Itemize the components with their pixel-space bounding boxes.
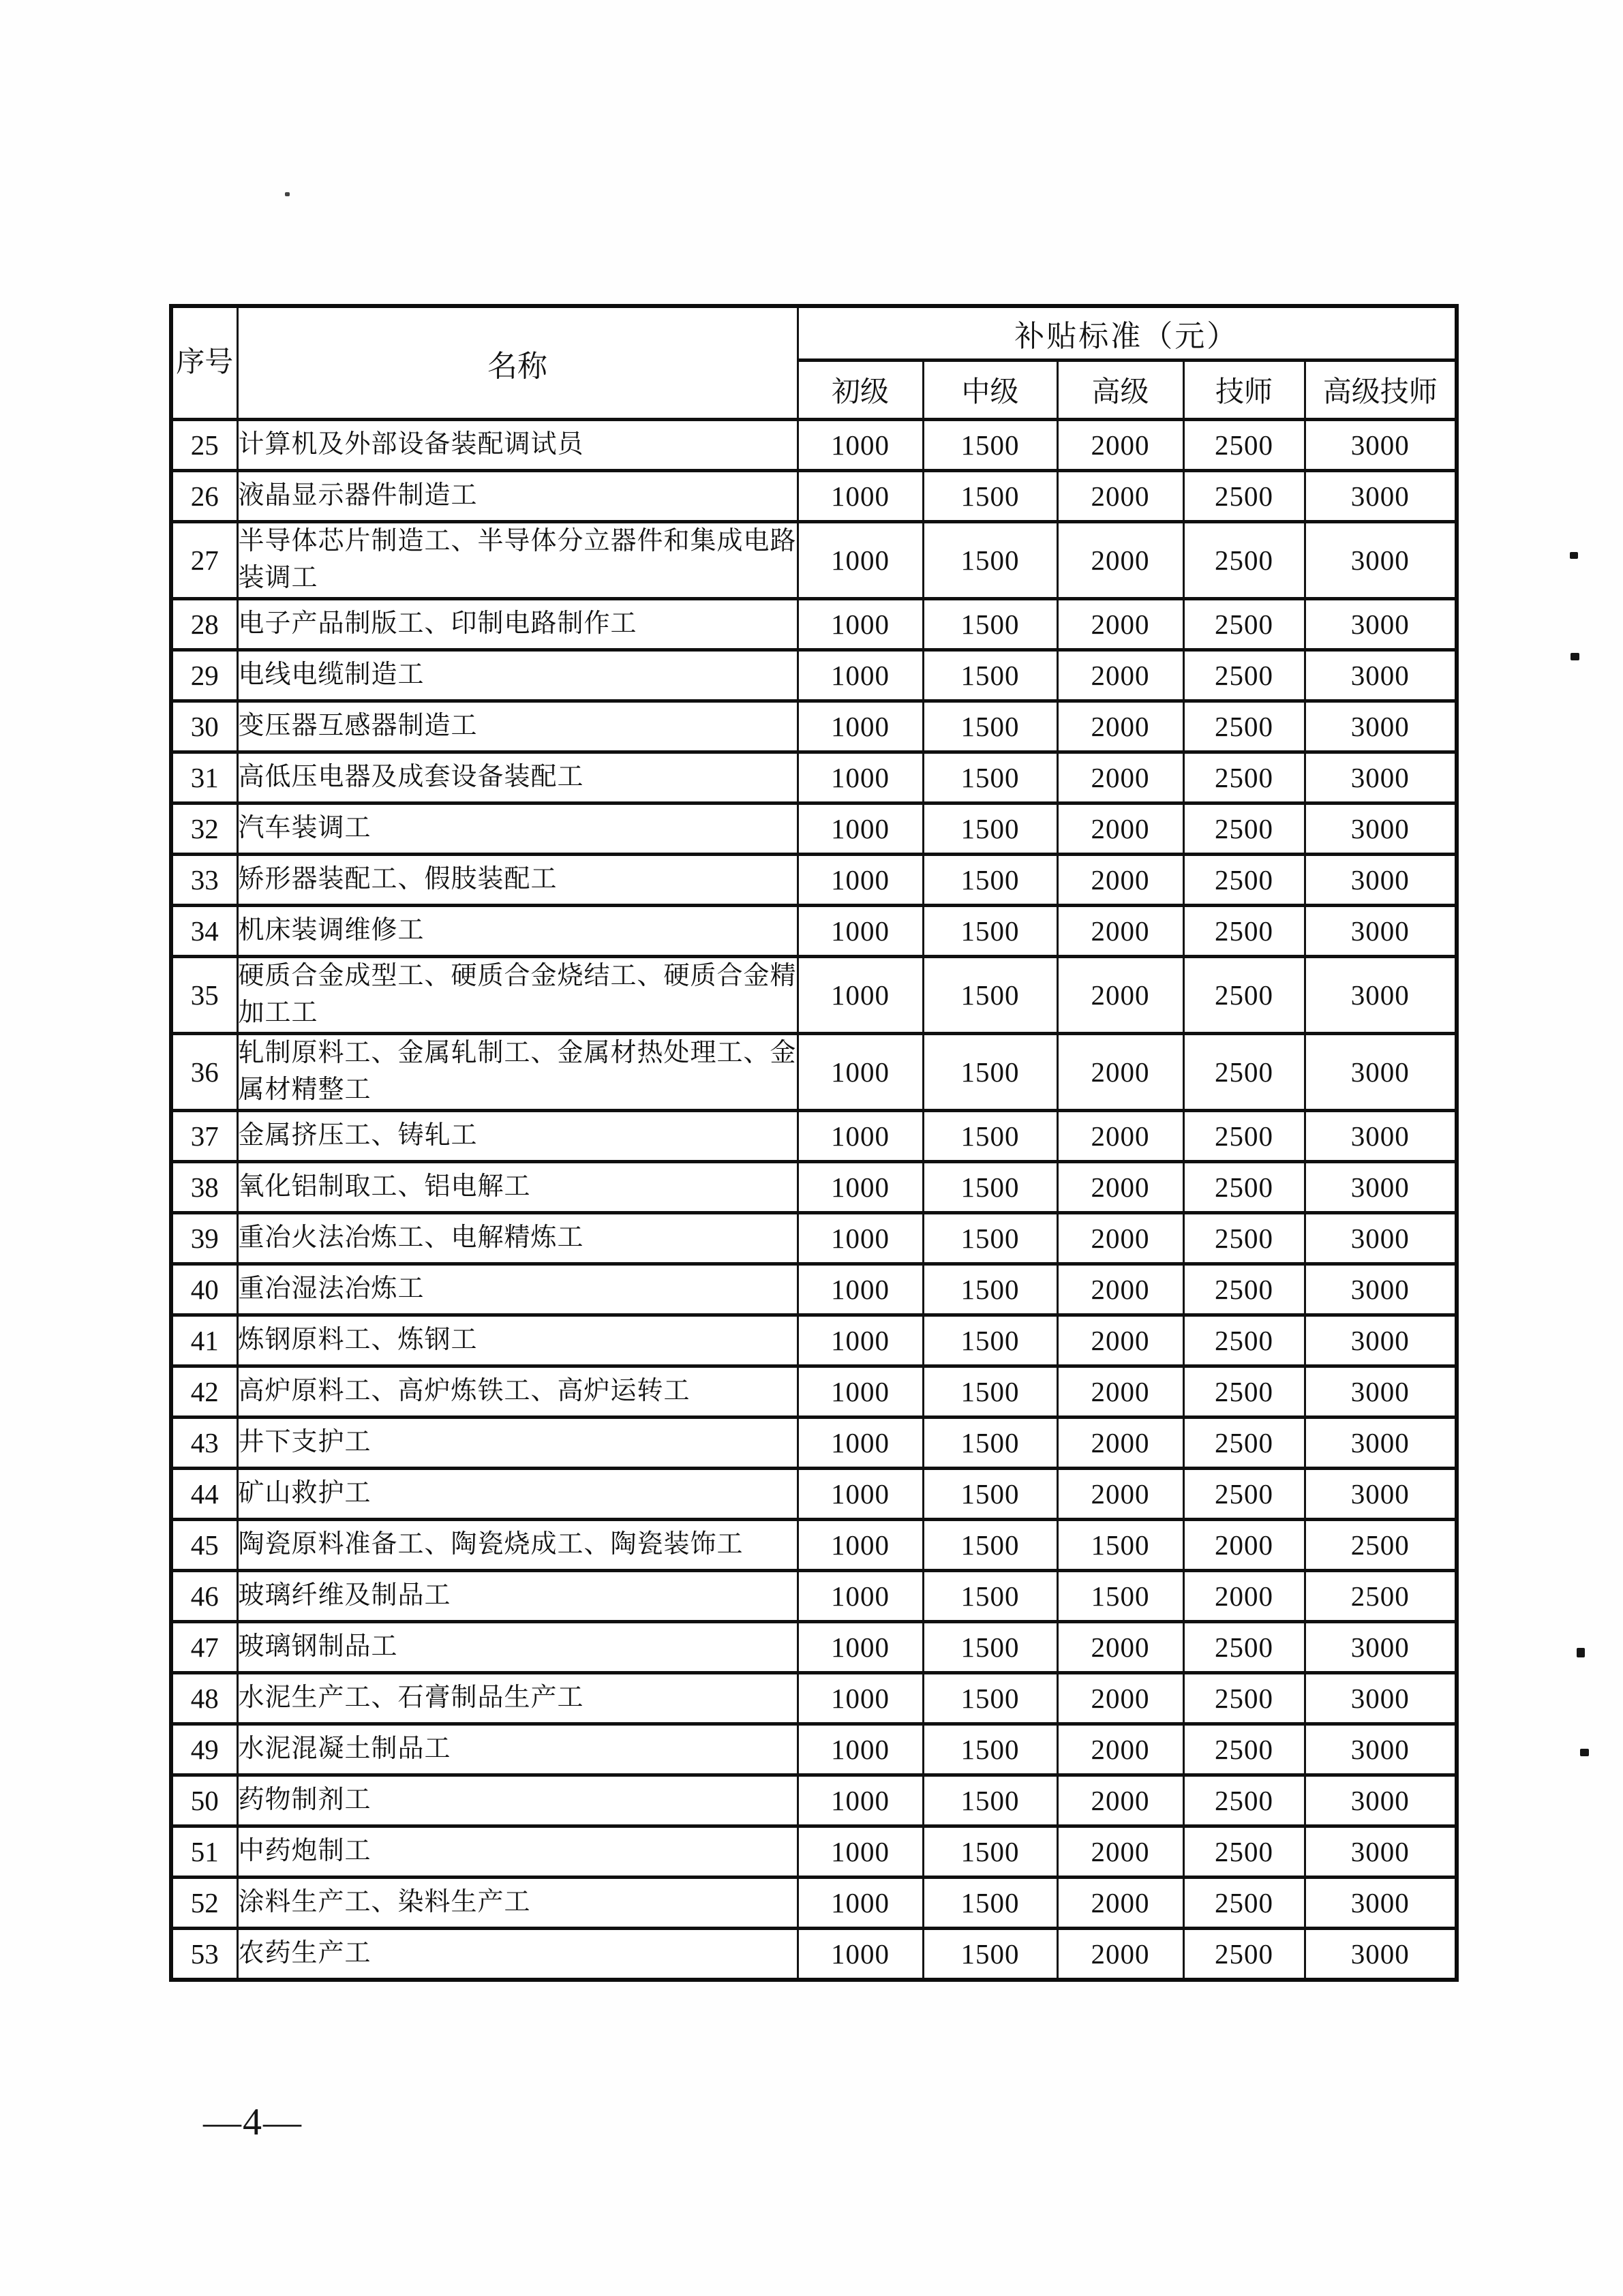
table-body [171, 420, 1457, 1980]
subsidy-value-cell: 1500 [923, 1033, 1057, 1110]
occupation-name-cell: 炼钢原料工、炼钢工 [237, 1315, 798, 1366]
row-number-cell: 30 [171, 701, 237, 752]
subsidy-value-cell: 2500 [1305, 1519, 1457, 1570]
occupation-name-cell: 液晶显示器件制造工 [237, 471, 798, 522]
subsidy-value-cell: 2000 [1057, 803, 1183, 854]
subsidy-value-cell: 1000 [798, 956, 923, 1033]
row-number-cell: 35 [171, 956, 237, 1033]
subsidy-value-cell: 3000 [1305, 471, 1457, 522]
scan-speck [1577, 1648, 1585, 1657]
occupation-name-cell: 半导体芯片制造工、半导体分立器件和集成电路装调工 [237, 522, 798, 599]
occupation-name-cell: 中药炮制工 [237, 1826, 798, 1877]
subsidy-value-cell: 3000 [1305, 1033, 1457, 1110]
row-number-cell: 43 [171, 1417, 237, 1468]
subsidy-value-cell: 1000 [798, 1212, 923, 1264]
subsidy-value-cell: 1500 [923, 1417, 1057, 1468]
subsidy-value-cell: 3000 [1305, 420, 1457, 471]
subsidy-value-cell: 2500 [1183, 1212, 1305, 1264]
occupation-name-cell: 陶瓷原料准备工、陶瓷烧成工、陶瓷装饰工 [237, 1519, 798, 1570]
subsidy-value-cell: 2500 [1183, 1724, 1305, 1775]
subsidy-value-cell: 1000 [798, 854, 923, 905]
table-row [171, 649, 1457, 701]
subsidy-value-cell: 1500 [923, 471, 1057, 522]
row-number-cell: 37 [171, 1110, 237, 1161]
subsidy-value-cell: 2500 [1183, 649, 1305, 701]
subsidy-value-cell: 3000 [1305, 752, 1457, 803]
occupation-name-cell: 变压器互感器制造工 [237, 701, 798, 752]
subsidy-value-cell: 1000 [798, 1826, 923, 1877]
subsidy-value-cell: 3000 [1305, 1161, 1457, 1212]
subsidy-value-cell: 1500 [923, 1826, 1057, 1877]
table-row [171, 1110, 1457, 1161]
row-number-cell: 39 [171, 1212, 237, 1264]
subsidy-value-cell: 1500 [923, 1366, 1057, 1417]
table-row [171, 471, 1457, 522]
row-number-cell: 49 [171, 1724, 237, 1775]
subsidy-value-cell: 1500 [923, 1264, 1057, 1315]
subsidy-value-cell: 1500 [1057, 1519, 1183, 1570]
subsidy-value-cell: 1500 [923, 598, 1057, 649]
occupation-name-cell: 井下支护工 [237, 1417, 798, 1468]
subsidy-value-cell: 2500 [1183, 1468, 1305, 1519]
table-row [171, 598, 1457, 649]
subsidy-value-cell: 2500 [1183, 854, 1305, 905]
row-number-cell: 40 [171, 1264, 237, 1315]
subsidy-value-cell: 1500 [923, 420, 1057, 471]
table-row [171, 1724, 1457, 1775]
subsidy-value-cell: 2500 [1183, 1672, 1305, 1724]
subsidy-value-cell: 2000 [1057, 1212, 1183, 1264]
subsidy-value-cell: 1500 [923, 701, 1057, 752]
row-number-cell: 27 [171, 522, 237, 599]
row-number-cell: 26 [171, 471, 237, 522]
occupation-name-cell: 电线电缆制造工 [237, 649, 798, 701]
occupation-name-cell: 氧化铝制取工、铝电解工 [237, 1161, 798, 1212]
subsidy-value-cell: 3000 [1305, 1366, 1457, 1417]
subsidy-value-cell: 1000 [798, 1417, 923, 1468]
subsidy-value-cell: 2500 [1183, 522, 1305, 599]
subsidy-value-cell: 2000 [1057, 854, 1183, 905]
header-level-intermediate: 中级 [923, 361, 1057, 420]
subsidy-value-cell: 2000 [1057, 471, 1183, 522]
subsidy-value-cell: 2500 [1183, 1928, 1305, 1980]
subsidy-value-cell: 1000 [798, 522, 923, 599]
row-number-cell: 38 [171, 1161, 237, 1212]
subsidy-value-cell: 2500 [1183, 1877, 1305, 1928]
subsidy-value-cell: 1000 [798, 1110, 923, 1161]
row-number-cell: 34 [171, 905, 237, 956]
subsidy-value-cell: 1500 [1057, 1570, 1183, 1621]
table-row [171, 1417, 1457, 1468]
subsidy-value-cell: 2500 [1183, 956, 1305, 1033]
subsidy-value-cell: 3000 [1305, 649, 1457, 701]
subsidy-value-cell: 1500 [923, 1315, 1057, 1366]
subsidy-value-cell: 1500 [923, 1110, 1057, 1161]
row-number-cell: 51 [171, 1826, 237, 1877]
subsidy-value-cell: 1000 [798, 1672, 923, 1724]
subsidy-value-cell: 1000 [798, 649, 923, 701]
subsidy-value-cell: 2000 [1057, 1468, 1183, 1519]
row-number-cell: 42 [171, 1366, 237, 1417]
subsidy-value-cell: 2500 [1183, 1775, 1305, 1826]
row-number-cell: 41 [171, 1315, 237, 1366]
subsidy-value-cell: 2500 [1183, 1315, 1305, 1366]
subsidy-value-cell: 2000 [1057, 1672, 1183, 1724]
subsidy-value-cell: 3000 [1305, 956, 1457, 1033]
occupation-name-cell: 药物制剂工 [237, 1775, 798, 1826]
subsidy-value-cell: 2000 [1183, 1570, 1305, 1621]
subsidy-value-cell: 3000 [1305, 1724, 1457, 1775]
subsidy-value-cell: 2000 [1057, 1877, 1183, 1928]
table-row [171, 1672, 1457, 1724]
subsidy-value-cell: 3000 [1305, 1621, 1457, 1672]
subsidy-value-cell: 1500 [923, 1877, 1057, 1928]
subsidy-value-cell: 3000 [1305, 1110, 1457, 1161]
occupation-name-cell: 水泥混凝土制品工 [237, 1724, 798, 1775]
subsidy-value-cell: 1000 [798, 1315, 923, 1366]
subsidy-value-cell: 1500 [923, 752, 1057, 803]
occupation-name-cell: 硬质合金成型工、硬质合金烧结工、硬质合金精加工工 [237, 956, 798, 1033]
subsidy-value-cell: 1000 [798, 1724, 923, 1775]
subsidy-value-cell: 1500 [923, 854, 1057, 905]
subsidy-value-cell: 1000 [798, 752, 923, 803]
table-header [171, 306, 1457, 420]
subsidy-value-cell: 2000 [1057, 598, 1183, 649]
subsidy-value-cell: 3000 [1305, 1315, 1457, 1366]
subsidy-value-cell: 2500 [1183, 1366, 1305, 1417]
subsidy-value-cell: 2500 [1183, 752, 1305, 803]
subsidy-value-cell: 1500 [923, 905, 1057, 956]
subsidy-value-cell: 1000 [798, 471, 923, 522]
occupation-name-cell: 涂料生产工、染料生产工 [237, 1877, 798, 1928]
occupation-name-cell: 电子产品制版工、印制电路制作工 [237, 598, 798, 649]
subsidy-standard-table [169, 304, 1459, 1982]
subsidy-value-cell: 3000 [1305, 1826, 1457, 1877]
subsidy-value-cell: 3000 [1305, 598, 1457, 649]
table-row [171, 1264, 1457, 1315]
header-subsidy-group: 补贴标准（元） [798, 306, 1457, 361]
scan-speck [1570, 552, 1578, 559]
occupation-name-cell: 水泥生产工、石膏制品生产工 [237, 1672, 798, 1724]
subsidy-value-cell: 2500 [1183, 803, 1305, 854]
occupation-name-cell: 矫形器装配工、假肢装配工 [237, 854, 798, 905]
subsidy-value-cell: 2500 [1183, 1417, 1305, 1468]
table-row [171, 1212, 1457, 1264]
subsidy-value-cell: 3000 [1305, 1264, 1457, 1315]
subsidy-value-cell: 1500 [923, 1519, 1057, 1570]
subsidy-value-cell: 3000 [1305, 854, 1457, 905]
subsidy-value-cell: 1000 [798, 1366, 923, 1417]
row-number-cell: 28 [171, 598, 237, 649]
occupation-name-cell: 重冶湿法冶炼工 [237, 1264, 798, 1315]
subsidy-value-cell: 1000 [798, 1928, 923, 1980]
table-row [171, 1366, 1457, 1417]
occupation-name-cell: 计算机及外部设备装配调试员 [237, 420, 798, 471]
occupation-name-cell: 重冶火法冶炼工、电解精炼工 [237, 1212, 798, 1264]
occupation-name-cell: 高炉原料工、高炉炼铁工、高炉运转工 [237, 1366, 798, 1417]
subsidy-value-cell: 3000 [1305, 1775, 1457, 1826]
occupation-name-cell: 玻璃钢制品工 [237, 1621, 798, 1672]
header-level-beginner: 初级 [798, 361, 923, 420]
table-row [171, 956, 1457, 1033]
row-number-cell: 46 [171, 1570, 237, 1621]
occupation-name-cell: 机床装调维修工 [237, 905, 798, 956]
table-row [171, 1621, 1457, 1672]
subsidy-value-cell: 1500 [923, 1212, 1057, 1264]
page-number: —4— [203, 2101, 303, 2143]
subsidy-value-cell: 3000 [1305, 1672, 1457, 1724]
subsidy-value-cell: 2500 [1183, 1621, 1305, 1672]
subsidy-value-cell: 3000 [1305, 803, 1457, 854]
subsidy-value-cell: 2000 [1057, 752, 1183, 803]
occupation-name-cell: 矿山救护工 [237, 1468, 798, 1519]
occupation-name-cell: 金属挤压工、铸轧工 [237, 1110, 798, 1161]
subsidy-value-cell: 1500 [923, 1724, 1057, 1775]
row-number-cell: 32 [171, 803, 237, 854]
row-number-cell: 29 [171, 649, 237, 701]
subsidy-value-cell: 1500 [923, 1775, 1057, 1826]
table-row [171, 1826, 1457, 1877]
subsidy-value-cell: 2500 [1183, 471, 1305, 522]
header-level-advanced: 高级 [1057, 361, 1183, 420]
occupation-name-cell: 轧制原料工、金属轧制工、金属材热处理工、金属材精整工 [237, 1033, 798, 1110]
subsidy-value-cell: 1000 [798, 1033, 923, 1110]
row-number-cell: 44 [171, 1468, 237, 1519]
table-row [171, 1877, 1457, 1928]
subsidy-value-cell: 2000 [1057, 1366, 1183, 1417]
subsidy-value-cell: 1500 [923, 956, 1057, 1033]
subsidy-value-cell: 1500 [923, 1672, 1057, 1724]
subsidy-value-cell: 1000 [798, 420, 923, 471]
subsidy-value-cell: 2000 [1057, 1033, 1183, 1110]
subsidy-value-cell: 1000 [798, 1468, 923, 1519]
subsidy-value-cell: 3000 [1305, 905, 1457, 956]
occupation-name-cell: 汽车装调工 [237, 803, 798, 854]
subsidy-value-cell: 2000 [1057, 522, 1183, 599]
subsidy-value-cell: 2000 [1057, 1621, 1183, 1672]
subsidy-value-cell: 2000 [1057, 701, 1183, 752]
subsidy-value-cell: 2000 [1057, 1775, 1183, 1826]
subsidy-value-cell: 1000 [798, 1264, 923, 1315]
row-number-cell: 53 [171, 1928, 237, 1980]
subsidy-value-cell: 1000 [798, 1519, 923, 1570]
subsidy-value-cell: 2500 [1305, 1570, 1457, 1621]
subsidy-value-cell: 2000 [1057, 420, 1183, 471]
table-row [171, 1570, 1457, 1621]
header-occupation-name: 名称 [237, 306, 798, 420]
row-number-cell: 36 [171, 1033, 237, 1110]
subsidy-value-cell: 1500 [923, 649, 1057, 701]
subsidy-value-cell: 2000 [1057, 1110, 1183, 1161]
subsidy-value-cell: 1000 [798, 1621, 923, 1672]
header-level-senior-technician: 高级技师 [1305, 361, 1457, 420]
table-row [171, 854, 1457, 905]
table-row [171, 1468, 1457, 1519]
occupation-name-cell: 农药生产工 [237, 1928, 798, 1980]
subsidy-value-cell: 2000 [1183, 1519, 1305, 1570]
subsidy-value-cell: 1000 [798, 1775, 923, 1826]
header-index-number: 序号 [171, 306, 237, 420]
subsidy-value-cell: 2000 [1057, 1724, 1183, 1775]
row-number-cell: 33 [171, 854, 237, 905]
subsidy-value-cell: 1000 [798, 1877, 923, 1928]
subsidy-value-cell: 1500 [923, 1928, 1057, 1980]
subsidy-value-cell: 2000 [1057, 1161, 1183, 1212]
table-row [171, 522, 1457, 599]
row-number-cell: 52 [171, 1877, 237, 1928]
subsidy-value-cell: 1000 [798, 701, 923, 752]
subsidy-value-cell: 2500 [1183, 1264, 1305, 1315]
subsidy-value-cell: 2000 [1057, 956, 1183, 1033]
table-row [171, 1033, 1457, 1110]
table-row [171, 420, 1457, 471]
subsidy-value-cell: 3000 [1305, 701, 1457, 752]
subsidy-value-cell: 2500 [1183, 420, 1305, 471]
subsidy-value-cell: 2000 [1057, 1826, 1183, 1877]
table-row [171, 701, 1457, 752]
subsidy-value-cell: 1500 [923, 1570, 1057, 1621]
table-row [171, 905, 1457, 956]
subsidy-value-cell: 1500 [923, 803, 1057, 854]
header-level-technician: 技师 [1183, 361, 1305, 420]
subsidy-value-cell: 2000 [1057, 905, 1183, 956]
subsidy-value-cell: 2500 [1183, 598, 1305, 649]
subsidy-value-cell: 3000 [1305, 1928, 1457, 1980]
subsidy-value-cell: 1500 [923, 522, 1057, 599]
subsidy-value-cell: 2500 [1183, 1110, 1305, 1161]
subsidy-value-cell: 2500 [1183, 701, 1305, 752]
row-number-cell: 48 [171, 1672, 237, 1724]
row-number-cell: 50 [171, 1775, 237, 1826]
subsidy-value-cell: 3000 [1305, 1417, 1457, 1468]
subsidy-value-cell: 1000 [798, 598, 923, 649]
row-number-cell: 31 [171, 752, 237, 803]
subsidy-value-cell: 1000 [798, 1570, 923, 1621]
table-row [171, 1928, 1457, 1980]
subsidy-value-cell: 3000 [1305, 522, 1457, 599]
subsidy-value-cell: 1500 [923, 1621, 1057, 1672]
subsidy-value-cell: 2000 [1057, 1315, 1183, 1366]
scan-speck [1571, 653, 1579, 660]
table-row [171, 752, 1457, 803]
subsidy-value-cell: 2000 [1057, 1928, 1183, 1980]
subsidy-value-cell: 1000 [798, 1161, 923, 1212]
subsidy-value-cell: 1500 [923, 1161, 1057, 1212]
subsidy-value-cell: 3000 [1305, 1468, 1457, 1519]
table-row [171, 1161, 1457, 1212]
scan-speck [285, 192, 290, 196]
subsidy-value-cell: 2000 [1057, 649, 1183, 701]
subsidy-value-cell: 2500 [1183, 1161, 1305, 1212]
subsidy-value-cell: 3000 [1305, 1212, 1457, 1264]
subsidy-value-cell: 3000 [1305, 1877, 1457, 1928]
row-number-cell: 45 [171, 1519, 237, 1570]
table-row [171, 1519, 1457, 1570]
subsidy-value-cell: 2000 [1057, 1264, 1183, 1315]
occupation-name-cell: 高低压电器及成套设备装配工 [237, 752, 798, 803]
table-row [171, 1775, 1457, 1826]
subsidy-value-cell: 2500 [1183, 1033, 1305, 1110]
subsidy-value-cell: 2000 [1057, 1417, 1183, 1468]
table-row [171, 803, 1457, 854]
subsidy-value-cell: 1000 [798, 905, 923, 956]
subsidy-value-cell: 2500 [1183, 905, 1305, 956]
subsidy-value-cell: 1000 [798, 803, 923, 854]
scan-speck [1580, 1749, 1589, 1756]
row-number-cell: 47 [171, 1621, 237, 1672]
table-row [171, 1315, 1457, 1366]
occupation-name-cell: 玻璃纤维及制品工 [237, 1570, 798, 1621]
row-number-cell: 25 [171, 420, 237, 471]
subsidy-value-cell: 2500 [1183, 1826, 1305, 1877]
subsidy-value-cell: 1500 [923, 1468, 1057, 1519]
